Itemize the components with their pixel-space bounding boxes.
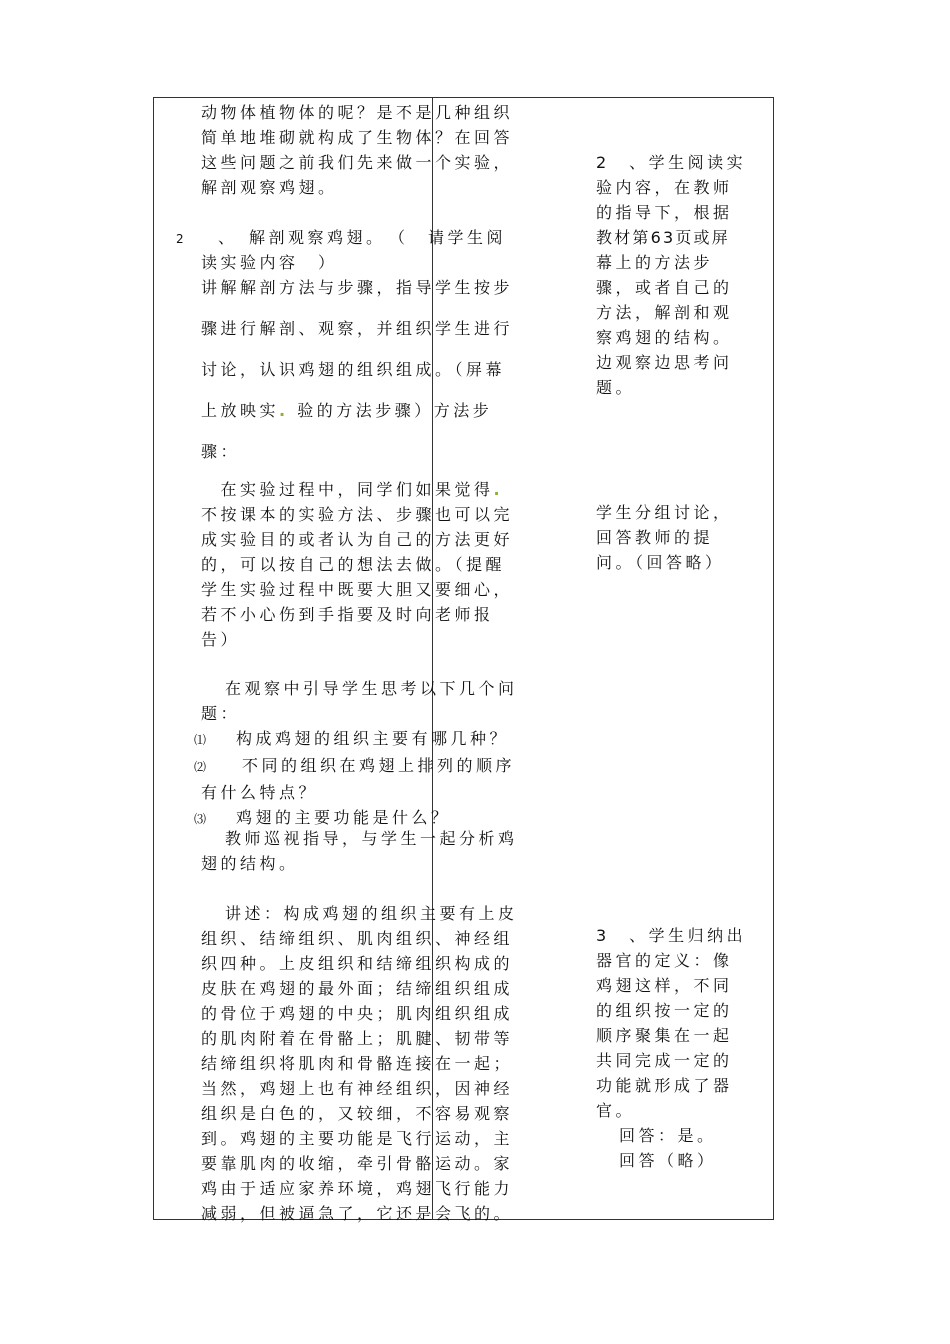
step-2-spaced: 骤进行解剖、观察，并组织学生进行 讨论，认识鸡翅的组织组成。（屏幕 上放映实. 验的方法步骤）方法步 骤： xyxy=(201,319,514,461)
step-number: 2 xyxy=(176,232,184,246)
step-2-heading: 2 、 解剖观察鸡翅。 （ 请学生阅 xyxy=(176,225,506,252)
stray-dot: . xyxy=(493,480,504,499)
intro-paragraph: 动物体植物体的呢？是不是几种组织 简单地堆砌就构成了生物体？在回答 这些问题之前我们先来做一个实验， 解剖观察鸡翅。 xyxy=(201,103,514,197)
student-discuss-activity: 学生分组讨论， 回答教师的提 问。（回答略） xyxy=(596,503,733,572)
organ-definition-activity: 3 、学生归纳出 器官的定义：像 鸡翅这样，不同 的组织按一定的 顺序聚集在一起 共同完成一定的 功能就形成了器 官。 xyxy=(596,926,747,1120)
step-2-body: 读实验内容 ） 讲解解剖方法与步骤，指导学生按步 xyxy=(201,253,514,297)
student-answers: 回答：是。 回答（略） xyxy=(619,1126,717,1170)
experiment-paragraph: 在实验过程中，同学们如果觉得. 不按课本的实验方法、步骤也可以完 成实验目的或者认为自己的方法更好 的，可以按自己的想法去做。（提醒 学生实验过程中既要大胆又要细心， 若不小心伤到手指要及时向老师报 告） xyxy=(201,480,514,649)
question-list: ⑴ 构成鸡翅的组织主要有哪几种？ ⑵ 不同的组织在鸡翅上排列的顺序 有什么特点？ ⑶ 鸡翅的主要功能是什么？ xyxy=(194,729,516,827)
student-read-activity: 2 、学生阅读实 验内容，在教师 的指导下，根据 教材第63页或屏 幕上的方法步 骤，或者自己的 方法，解剖和观 察鸡翅的结构。 边观察边思考问 题。 xyxy=(596,153,747,397)
lecture-paragraph: 讲述：构成鸡翅的组织主要有上皮 组织、结缔组织、肌肉组织、神经组 织四种。上皮组织和结缔组织构成的 皮肤在鸡翅的最外面；结缔组织组成 的骨位于鸡翅的中央；肌肉组织组成 的肌肉附着在骨骼上；肌腱、韧带等 结缔组织将肌肉和骨骼连接在一起； 当然，鸡翅上也有神经组织，因神经 组织是白色的，又较细，不容易观察 到。鸡翅的主要功能是飞行运动，主 要靠肌肉的收缩，牵引骨骼运动。家 鸡由于适应家养环境，鸡翅飞行能力 减弱，但被逼急了，它还是会飞的。 xyxy=(201,904,518,1223)
guide-paragraph: 在观察中引导学生思考以下几个问 题： xyxy=(201,679,518,723)
tour-paragraph: 教师巡视指导，与学生一起分析鸡 翅的结构。 xyxy=(201,829,518,873)
stray-dot: . xyxy=(279,401,289,420)
